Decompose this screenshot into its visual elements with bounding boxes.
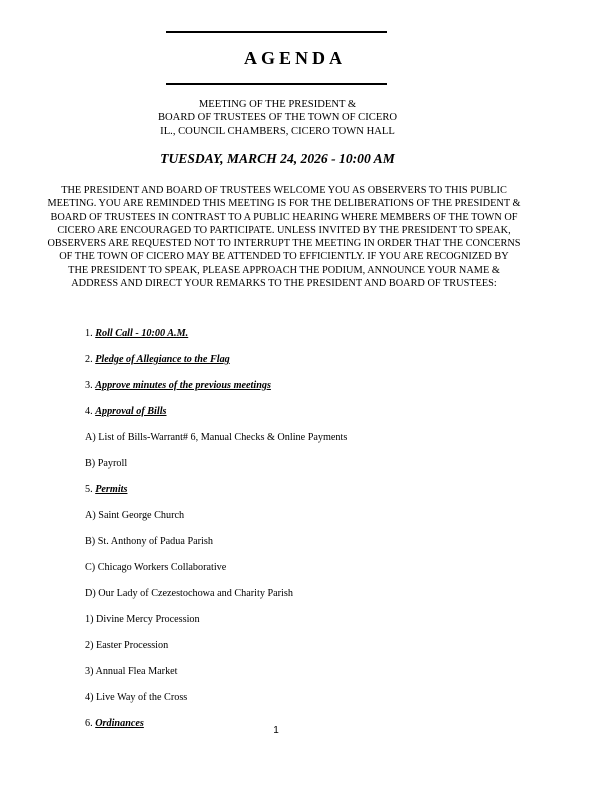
item-title: Approval of Bills [95,406,167,417]
subitem-text: C) Chicago Workers Collaborative [85,562,227,573]
agenda-subitem [85,536,213,547]
welcome-statement [14,184,554,290]
item-number: 3. [85,380,96,391]
item-number: 4. [85,406,96,417]
subitem-text: A) List of Bills-Warrant# 6, Manual Checks & Online Payments [85,432,348,443]
welcome-line: OF THE TOWN OF CICERO MAY BE ATTENDED TO EFFICIENTLY. IF YOU ARE RECOGNIZED BY [59,251,509,263]
agenda-subitem [85,510,184,521]
welcome-line: CICERO ARE ENCOURAGED TO PARTICIPATE. UNLESS INVITED BY THE PRESIDENT TO SPEAK, [57,224,511,236]
item-number: 1. [85,328,96,339]
item-number: 2. [85,354,96,365]
agenda-item [85,328,188,339]
agenda-item [85,354,230,365]
meeting-line: BOARD OF TRUSTEES OF THE TOWN OF CICERO [157,112,398,124]
agenda-subitem [85,432,347,443]
agenda-item [85,380,271,391]
meeting-line: MEETING OF THE PRESIDENT & [198,99,357,110]
item-title: Permits [95,484,128,495]
welcome-line: THE PRESIDENT TO SPEAK, PLEASE APPROACH THE PODIUM, ANNOUNCE YOUR NAME & [68,264,500,276]
agenda-subitem [85,692,187,703]
subitem-text: B) Payroll [85,458,128,469]
subitem-text: 2) Easter Procession [85,640,169,651]
title-bottom-rule [166,83,387,85]
page-number: 1 [273,725,279,736]
agenda-subitem [85,640,168,651]
item-title: Approve minutes of the previous meetings [95,380,271,391]
welcome-line: OBSERVERS ARE REQUESTED NOT TO INTERRUPT THE MEETING IN ORDER THAT THE CONCERNS [47,238,521,249]
welcome-line: BOARD OF TRUSTEES IN CONTRAST TO A PUBLIC HEARING WHERE MEMBERS OF THE TOWN OF [50,211,518,223]
agenda-item [85,406,167,417]
agenda-subitem [85,666,178,677]
agenda-subitem [85,588,293,599]
agenda-subitem [85,562,226,573]
welcome-line: THE PRESIDENT AND BOARD OF TRUSTEES WELCOME YOU AS OBSERVERS TO THIS PUBLIC [61,185,507,196]
item-number: 6. [85,718,96,729]
item-title: Ordinances [95,718,144,729]
item-title: Pledge of Allegiance to the Flag [95,354,230,365]
meeting-datetime: TUESDAY, MARCH 24, 2026 - 10:00 AM [160,151,395,166]
title-top-rule [166,31,387,33]
page-title: AGENDA [243,48,346,68]
welcome-line: ADDRESS AND DIRECT YOUR REMARKS TO THE PRESIDENT AND BOARD OF TRUSTEES: [71,277,497,289]
welcome-line: MEETING. YOU ARE REMINDED THIS MEETING IS FOR THE DELIBERATIONS OF THE PRESIDENT & [47,198,521,210]
agenda-item [85,484,127,495]
subitem-text: A) Saint George Church [85,510,185,521]
meeting-heading [0,98,555,138]
subitem-text: 4) Live Way of the Cross [85,692,188,703]
subitem-text: 1) Divine Mercy Procession [85,614,200,625]
subitem-text: D) Our Lady of Czezestochowa and Charity Parish [85,588,293,599]
agenda-subitem [85,458,127,469]
item-title: Roll Call - 10:00 A.M. [95,328,189,339]
meeting-line: IL., COUNCIL CHAMBERS, CICERO TOWN HALL [160,125,395,137]
item-number: 5. [85,484,96,495]
subitem-text: B) St. Anthony of Padua Parish [85,536,213,547]
subitem-text: 3) Annual Flea Market [85,666,178,677]
agenda-subitem [85,614,200,625]
